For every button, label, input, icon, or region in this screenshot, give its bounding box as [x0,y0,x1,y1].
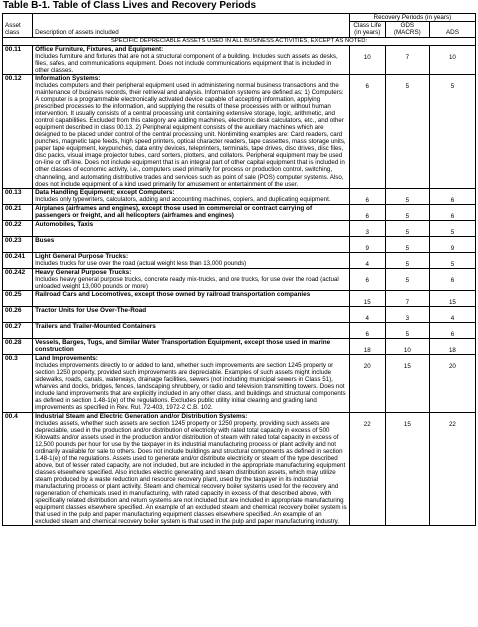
asset-detail-text: Includes computers and their peripheral equipment used in administering normal business transactions and the maintenance of business records, their retrieval and analysis. Information systems are defined as: 1) Computers: A computer is a programmable electronically activated device capable of accepting information, applying prescribed processes to the information, and supplying the results of these processes with or without human intervention. It usually consists of a central processing unit containing extensive storage, logic, arithmetic, and control capabilities. Excluded from this category are adding machines, electronic desk calculators, etc., and other equipment described in class 00.13. 2) Peripheral equipment consists of the auxiliary machines which are designed to be placed under control of the central processing unit. Nonlimiting examples are: Card readers, card punches, magnetic tape feeds, high speed printers, optical character readers, tape cassettes, mass storage units, paper tape equipment, keypunches, data entry devices, teleprinters, terminals, tape drives, disc drives, disc files, disc packs, visual image projector tubes, card sorters, plotters, and collators. Peripheral equipment may be used on-line or off-line. Does not include equipment that is an integral part of other capital equipment that is included in other classes of economic activity, i.e., computers used primarily for process or production control, switching, channeling, and automating distributive trades and services such as point of sale (POS) computer systems. Also, does not include equipment of a kind used primarily for amusement or entertainment of the user. [35,81,346,188]
asset-title: Information Systems: [35,74,101,82]
table-row [3,252,476,268]
asset-detail-text: Includes improvements directly to or added to land, whether such improvements are section 1245 property or section 1250 property, provided such improvements are depreciable. Examples of such assets might include sidewalks, roads, canals, waterways, drainage facilities, sewers (not including municipal sewers in Class 51), wharves and docks, bridges, fences, landscaping shrubbery, or radio and television transmitting towers. Does not include land improvements that are explicitly included in any other class, and buildings and structural components as defined in section 1.48-1(e) of the regulations. Excludes public utility initial clearing and grading land improvements as specified in Rev. Rul. 72-403, 1972-2 C.B. 102. [35,362,346,412]
table-row [3,74,476,188]
ads-value: 10 [429,45,475,74]
section-heading: SPECIFIC DEPRECIABLE ASSETS USED IN ALL BUSINESS ACTIVITIES, EXCEPT AS NOTED: [3,37,476,45]
gds-value: 5 [385,323,429,339]
ads-value: 15 [429,290,475,306]
asset-title: Light General Purpose Trucks: [35,252,129,260]
gds-value: 7 [385,45,429,74]
table-body [3,37,476,526]
asset-description [33,220,350,236]
col-header-gds: GDS (MACRS) [385,22,429,37]
class-life-value: 4 [349,252,385,268]
gds-value: 5 [385,268,429,290]
asset-class-code: 00.242 [3,268,33,290]
page [2,0,476,526]
class-life-value: 6 [349,204,385,220]
table-row [3,307,476,323]
ads-value: 5 [429,220,475,236]
ads-value: 4 [429,307,475,323]
asset-title: Industrial Steam and Electric Generation and/or Distribution Systems: [35,412,248,420]
ads-value: 20 [429,355,475,412]
gds-value: 5 [385,204,429,220]
table-row [3,290,476,306]
class-life-value: 6 [349,188,385,204]
table-row [3,412,476,526]
gds-value: 5 [385,220,429,236]
class-life-value: 6 [349,268,385,290]
ads-value: 9 [429,236,475,252]
gds-value: 10 [385,339,429,355]
asset-detail-text: Includes trucks for use over the road (actual weight less than 13,000 pounds) [35,259,247,267]
gds-value: 5 [385,252,429,268]
table-row [3,355,476,412]
asset-title: Land Improvements: [35,355,98,363]
ads-value: 5 [429,252,475,268]
class-life-value: 6 [349,323,385,339]
asset-title: Railroad Cars and Locomotives, except those owned by railroad transportation companies [35,290,311,298]
asset-description [33,236,350,252]
class-life-value: 22 [349,412,385,526]
asset-class-code: 00.11 [3,45,33,74]
asset-class-code: 00.241 [3,252,33,268]
class-life-value: 15 [349,290,385,306]
ads-value: 6 [429,188,475,204]
asset-description [33,74,350,188]
asset-title: Vessels, Barges, Tugs, and Similar Water Transportation Equipment, except those used in marine construction [35,339,331,354]
asset-title: Office Furniture, Fixtures, and Equipment: [35,45,164,53]
asset-detail-text: Includes only typewriters, calculators, adding and accounting machines, copiers, and duplicating equipment. [35,195,331,203]
col-header-description: Description of assets included [33,14,350,38]
asset-description [33,339,350,355]
asset-class-code: 00.3 [3,355,33,412]
asset-title: Trailers and Trailer-Mounted Containers [35,323,156,331]
asset-description [33,188,350,204]
col-header-class-life: Class Life (in years) [349,22,385,37]
asset-class-code: 00.28 [3,339,33,355]
class-lives-table [2,13,476,526]
table-row [3,323,476,339]
table-row [3,188,476,204]
class-life-value: 9 [349,236,385,252]
asset-title: Heavy General Purpose Trucks: [35,268,132,276]
ads-value: 6 [429,204,475,220]
table-title: Table B-1. Table of Class Lives and Recovery Periods [3,0,257,11]
class-life-value: 10 [349,45,385,74]
col-header-recovery-periods: Recovery Periods (in years) [349,14,475,22]
asset-class-code: 00.25 [3,290,33,306]
asset-class-code: 00.23 [3,236,33,252]
gds-value: 3 [385,307,429,323]
asset-description [33,252,350,268]
class-life-value: 4 [349,307,385,323]
asset-description [33,290,350,306]
asset-class-code: 00.12 [3,74,33,188]
class-life-value: 6 [349,74,385,188]
table-row [3,339,476,355]
col-header-ads: ADS [429,22,475,37]
asset-class-code: 00.26 [3,307,33,323]
asset-class-code: 00.22 [3,220,33,236]
asset-description [33,204,350,220]
gds-value: 15 [385,412,429,526]
header-row-1 [3,14,476,22]
asset-detail-text: Includes furniture and fixtures that are not a structural component of a building. Includes such assets as desks, files, safes, and communications equipment. Does not include communications equipment that is included in other classes. [35,52,338,74]
gds-value: 15 [385,355,429,412]
col-header-asset-class: Asset class [3,14,33,38]
ads-value: 6 [429,323,475,339]
table-row [3,220,476,236]
section-heading-row [3,37,476,45]
asset-title: Automobiles, Taxis [35,220,94,228]
class-life-value: 3 [349,220,385,236]
gds-value: 7 [385,290,429,306]
asset-description [33,45,350,74]
ads-value: 18 [429,339,475,355]
asset-class-code: 00.21 [3,204,33,220]
asset-description [33,355,350,412]
ads-value: 5 [429,74,475,188]
asset-title: Buses [35,236,55,244]
ads-value: 22 [429,412,475,526]
asset-class-code: 00.27 [3,323,33,339]
table-row [3,236,476,252]
asset-class-code: 00.13 [3,188,33,204]
asset-class-code: 00.4 [3,412,33,526]
ads-value: 6 [429,268,475,290]
asset-detail-text: Includes heavy general purpose trucks, concrete ready mix-trucks, and ore trucks, for use over the road (actual unloaded weight 13,000 pounds or more) [35,275,339,290]
asset-title: Tractor Units for Use Over-The-Road [35,307,147,315]
table-row [3,45,476,74]
asset-description [33,412,350,526]
asset-detail-text: Includes assets, whether such assets are section 1245 property or 1250 property, providing such assets are depreciable, used in the production and/or distribution of electricity with rated total capacity in excess of 500 Kilowatts and/or assets used in the production and/or distribution of steam with rated total capacity in excess of 12,500 pounds per hour for use by the taxpayer in its industrial manufacturing process or plant activity and not ordinarily available for sale to others. Does not include buildings and structural components as defined in section 1.48-1(e) of the regulations. Assets used to generate and/or distribute electricity or steam of the type described above, but of lesser rated capacity, are not included, but are included in the appropriate manufacturing equipment classes elsewhere specified. Also includes electric generating and steam distribution assets, which may utilize steam produced by a waste reduction and resource recovery plant, used by the taxpayer in its industrial manufacturing process or plant activity. Steam and chemical recovery boiler systems used for the recovery and regeneration of chemicals used in manufacturing, with rated capacity in excess of that described above, with specifically related distribution and return systems are not included but are included in appropriate manufacturing equipment classes elsewhere specified. An example of an excluded steam and chemical recovery boiler system is that used in the pulp and paper manufacturing equipment classes elsewhere specified. An example of an excluded steam and chemical recovery boiler system is that used in the pulp and paper manufacturing industry. [35,419,347,526]
gds-value: 5 [385,236,429,252]
table-row [3,268,476,290]
gds-value: 5 [385,74,429,188]
asset-description [33,307,350,323]
class-life-value: 20 [349,355,385,412]
asset-title: Airplanes (airframes and engines), except those used in commercial or contract carrying of passengers or freight, and all helicopters (airframes and engines) [35,204,313,219]
gds-value: 5 [385,188,429,204]
asset-description [33,323,350,339]
asset-description [33,268,350,290]
class-life-value: 18 [349,339,385,355]
table-row [3,204,476,220]
asset-title: Data Handling Equipment; except Computers: [35,188,175,196]
